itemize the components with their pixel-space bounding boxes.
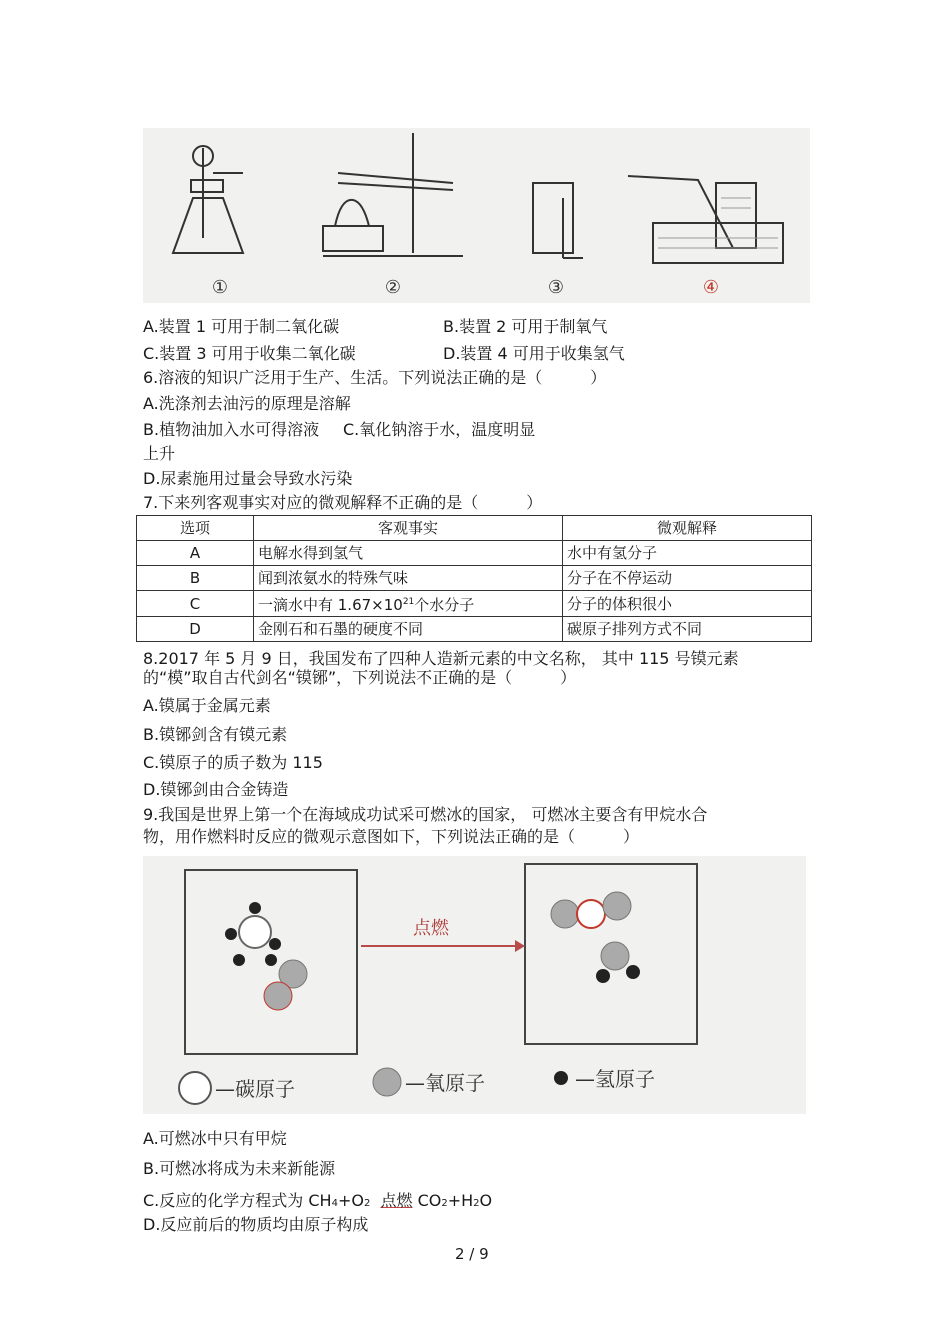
hydrogen-atom — [225, 928, 237, 940]
legend-hydrogen-label: —氢原子 — [575, 1067, 655, 1091]
q6-stem: 6.溶液的知识广泛用于生产、生活。下列说法正确的是（ ） — [143, 368, 607, 387]
carbon-atom — [239, 916, 271, 948]
figure-label-4: ④ — [702, 277, 720, 298]
row-fact — [254, 591, 563, 617]
row-explain: 碳原子排列方式不同 — [563, 617, 812, 642]
row-option: D — [137, 617, 254, 642]
row-option: C — [137, 591, 254, 617]
reaction-drawing — [143, 856, 806, 1114]
arrow-label: 点燃 — [413, 918, 449, 939]
reaction-figure — [143, 856, 806, 1114]
header-fact: 客观事实 — [254, 516, 563, 541]
equation-part: O — [479, 1191, 493, 1210]
q9-option-c — [143, 1190, 492, 1215]
equation-part: +H — [447, 1191, 474, 1210]
fact-exponent: 21 — [402, 597, 415, 607]
equation-part: +O — [337, 1191, 364, 1210]
hydrogen-atom — [269, 938, 281, 950]
row-explain: 水中有氢分子 — [563, 541, 812, 566]
q8-stem-line1: 8.2017 年 5 月 9 日，我国发布了四种人造新元素的中文名称， 其中 115 号镆元素 — [143, 649, 739, 668]
hydrogen-atom — [596, 969, 610, 983]
q8-option-a: A.镆属于金属元素 — [143, 696, 271, 715]
q7-stem: 7.下来列客观事实对应的微观解释不正确的是（ ） — [143, 493, 543, 512]
figure-label-1: ① — [211, 277, 229, 298]
equation-sub: 2 — [473, 1198, 480, 1209]
apparatus-figure — [143, 128, 810, 303]
fact-text-end: 个水分子 — [414, 596, 475, 614]
q6-option-d: D.尿素施用过量会导致水污染 — [143, 469, 353, 488]
row-fact: 电解水得到氢气 — [254, 541, 563, 566]
oxygen-atom — [603, 892, 631, 920]
hydrogen-atom — [249, 902, 261, 914]
q5-option-a: A.装置 1 可用于制二氧化碳 — [143, 317, 340, 336]
q5-option-b: B.装置 2 可用于制氧气 — [443, 317, 608, 336]
hydrogen-atom — [233, 954, 245, 966]
q5-option-d: D.装置 4 可用于收集氢气 — [443, 344, 625, 363]
table-row — [137, 617, 812, 642]
row-fact: 闻到浓氨水的特殊气味 — [254, 566, 563, 591]
row-explain: 分子的体积很小 — [563, 591, 812, 617]
q9-option-b: B.可燃冰将成为未来新能源 — [143, 1159, 336, 1178]
fact-text: 一滴水中有 1.67×10 — [258, 596, 403, 614]
legend-oxygen-label: —氧原子 — [405, 1071, 485, 1095]
q5-option-c: C.装置 3 可用于收集二氧化碳 — [143, 344, 356, 363]
table-header-row — [137, 516, 812, 541]
apparatus-drawing — [143, 128, 810, 303]
q6-option-b: B.植物油加入水可得溶液 — [143, 420, 320, 439]
table-row — [137, 541, 812, 566]
table-row — [137, 566, 812, 591]
q6-option-a: A.洗涤剂去油污的原理是溶解 — [143, 394, 351, 413]
legend-hydrogen-symbol — [554, 1071, 568, 1085]
oxygen-atom — [264, 982, 292, 1010]
q8-option-b: B.镆铘剑含有镆元素 — [143, 725, 288, 744]
row-fact: 金刚石和石墨的硬度不同 — [254, 617, 563, 642]
equation-sub: 4 — [331, 1198, 338, 1209]
q8-option-d: D.镆铘剑由合金铸造 — [143, 780, 289, 799]
legend-oxygen-symbol — [373, 1068, 401, 1096]
legend-carbon-label: —碳原子 — [215, 1077, 295, 1101]
figure-label-2: ② — [384, 277, 402, 298]
equation-prefix: C.反应的化学方程式为 CH — [143, 1191, 332, 1210]
figure-label-3: ③ — [547, 277, 565, 298]
q8-option-c: C.镆原子的质子数为 115 — [143, 753, 323, 772]
equation-sub: 2 — [363, 1198, 371, 1209]
legend-carbon-symbol — [179, 1072, 211, 1104]
row-explain: 分子在不停运动 — [563, 566, 812, 591]
q6-option-c-cont: 上升 — [143, 444, 176, 463]
page-number: 2 / 9 — [455, 1245, 489, 1263]
facts-table — [136, 515, 812, 642]
oxygen-atom — [551, 900, 579, 928]
q9-option-a: A.可燃冰中只有甲烷 — [143, 1129, 287, 1148]
table-row — [137, 591, 812, 617]
header-explain: 微观解释 — [563, 516, 812, 541]
arrow-head — [515, 940, 525, 952]
reaction-condition: 点燃 — [380, 1191, 413, 1210]
q9-option-d: D.反应前后的物质均由原子构成 — [143, 1215, 369, 1234]
row-option: A — [137, 541, 254, 566]
carbon-atom — [577, 900, 605, 928]
hydrogen-atom — [626, 965, 640, 979]
hydrogen-atom — [265, 954, 277, 966]
q8-stem-line2: 的“模”取自古代剑名“镆铘”，下列说法不正确的是（ ） — [143, 668, 577, 687]
q9-stem-line1: 9.我国是世界上第一个在海域成功试采可燃冰的国家， 可燃冰主要含有甲烷水合 — [143, 805, 708, 824]
q9-stem-line2: 物，用作燃料时反应的微观示意图如下，下列说法正确的是（ ） — [143, 827, 640, 846]
row-option: B — [137, 566, 254, 591]
equation-part: CO — [412, 1191, 442, 1210]
equation-sub: 2 — [441, 1198, 448, 1209]
q6-option-c: C.氧化钠溶于水，温度明显 — [343, 420, 536, 439]
oxygen-atom — [601, 942, 629, 970]
header-option: 选项 — [137, 516, 254, 541]
